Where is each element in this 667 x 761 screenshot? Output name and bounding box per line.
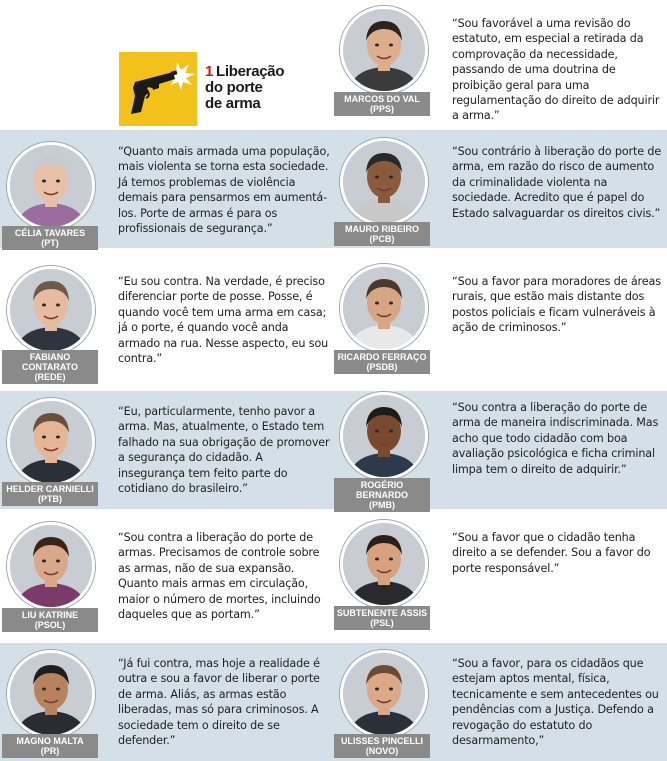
candidate-quote: “Eu sou contra. Na verdade, é preciso diferenciar porte de posse. Posse, é quando você tem uma arma em casa; já o porte, é quando você anda armado na rua. Nesse aspecto, eu sou contra.” xyxy=(118,275,329,366)
candidate-quote: “Quanto mais armada uma população, mais violenta se torna esta sociedade. Já temos problemas de violência demais para pensarmos em aumentá-los. Porte de armas é para os profissionais de segurança.” xyxy=(118,145,330,236)
candidate-name: RICARDO FERRAÇO xyxy=(337,352,427,362)
candidate-quote: “Sou a favor para moradores de áreas rurais, que estão mais distante dos postos policiais e ficam vulneráveis à ação de criminosos.” xyxy=(452,275,661,335)
name-plate xyxy=(334,222,430,246)
candidate-name: ROGÉRIO BERNARDO xyxy=(355,480,408,500)
avatar xyxy=(340,650,428,738)
candidate-quote: “Sou contrário à liberação do porte de arma, em razão do risco de aumento da criminalidade violenta na sociedade. Acredito que é papel do Estado salvaguardar os direitos civis.” xyxy=(452,145,662,220)
name-plate xyxy=(334,734,430,758)
candidate-quote: “Sou a favor que o cidadão tenha direito a se defender. Sou a favor do porte responsável.” xyxy=(452,531,651,575)
candidate-party: (NOVO) xyxy=(365,746,399,756)
name-plate xyxy=(2,482,98,506)
left-column xyxy=(0,0,333,761)
candidate-name: MAGNO MALTA xyxy=(16,736,84,746)
title-line-2: do porte xyxy=(205,79,263,96)
candidate-name: SUBTENENTE ASSIS xyxy=(336,608,428,618)
candidate-party: (PSL) xyxy=(370,618,394,628)
name-plate xyxy=(2,608,98,632)
candidate-name: ULISSES PINCELLI xyxy=(340,736,423,746)
avatar xyxy=(340,138,428,226)
name-plate xyxy=(2,226,98,250)
candidate-party: (PSDB) xyxy=(366,362,398,372)
section-number: 1 xyxy=(205,63,214,80)
candidate-party: (PTB) xyxy=(38,494,62,504)
candidate-quote: “Eu, particularmente, tenho pavor a arma. Mas, atualmente, o Estado tem falhado na sua obrigação de promover a segurança do cidadão. A insegurança tem feito parte do cotidiano do brasileiro.” xyxy=(118,405,330,496)
avatar xyxy=(340,264,428,352)
candidate-party: (PT) xyxy=(41,238,59,248)
candidate-party: (PMB) xyxy=(369,500,395,510)
candidate-quote: “Sou contra a liberação do porte de armas. Precisamos de controle sobre as armas, não de sua expansão. Quanto mais armas em circulação, maior o número de mortes, incluindo daqueles que as portam.” xyxy=(118,531,321,622)
candidate-party: (PSOL) xyxy=(34,620,66,630)
name-plate xyxy=(334,92,430,116)
avatar xyxy=(340,520,428,608)
avatar xyxy=(7,522,95,610)
candidate-quote: “Sou favorável a uma revisão do estatuto, em especial a retirada da comprovação da necessidade, passando de uma doutrina de proibição geral para uma regulamentação do direito de adquirir a arma.” xyxy=(452,17,660,123)
candidate-quote: “Já fui contra, mas hoje a realidade é outra e sou a favor de liberar o porte de arma. Aliás, as armas estão liberadas, mas só para criminosos. A sociedade tem o direito de se defender.” xyxy=(118,657,320,748)
name-plate xyxy=(2,350,98,384)
avatar xyxy=(7,266,95,354)
candidate-name: MAURO RIBEIRO xyxy=(345,224,419,234)
name-plate xyxy=(334,478,430,512)
candidate-name: LIU KATRINE xyxy=(21,610,79,620)
candidate-name: MARCOS DO VAL xyxy=(344,94,420,104)
candidate-quote: “Sou contra a liberação do porte de arma de maneira indiscriminada. Mas acho que todo cidadão com boa avaliação psicológica e ficha criminal limpa tem o direito de adquirir.” xyxy=(452,401,659,476)
candidate-name: FABIANO CONTARATO xyxy=(22,352,78,372)
candidate-name: CÉLIA TAVARES xyxy=(14,228,86,238)
name-plate xyxy=(2,734,98,758)
candidate-party: (PR) xyxy=(40,746,60,756)
title-line-3: de arma xyxy=(205,95,261,112)
avatar xyxy=(7,398,95,486)
avatar xyxy=(7,142,95,230)
avatar xyxy=(7,650,95,738)
candidate-party: (REDE) xyxy=(34,372,66,382)
candidate-party: (PCB) xyxy=(369,234,395,244)
right-column xyxy=(334,0,667,761)
candidate-name: HELDER CARNIELLI xyxy=(6,484,94,494)
name-plate xyxy=(334,606,430,630)
avatar xyxy=(340,6,428,94)
name-plate xyxy=(334,350,430,374)
title-line-1: Liberação xyxy=(216,63,285,80)
candidate-party: (PPS) xyxy=(369,104,394,114)
candidate-quote: “Sou a favor, para os cidadãos que estejam aptos mental, física, tecnicamente e sem antecedentes ou pendências com a Justiça. Defendo a revogação do estatuto do desarmamento,” xyxy=(452,657,659,748)
avatar xyxy=(340,392,428,480)
